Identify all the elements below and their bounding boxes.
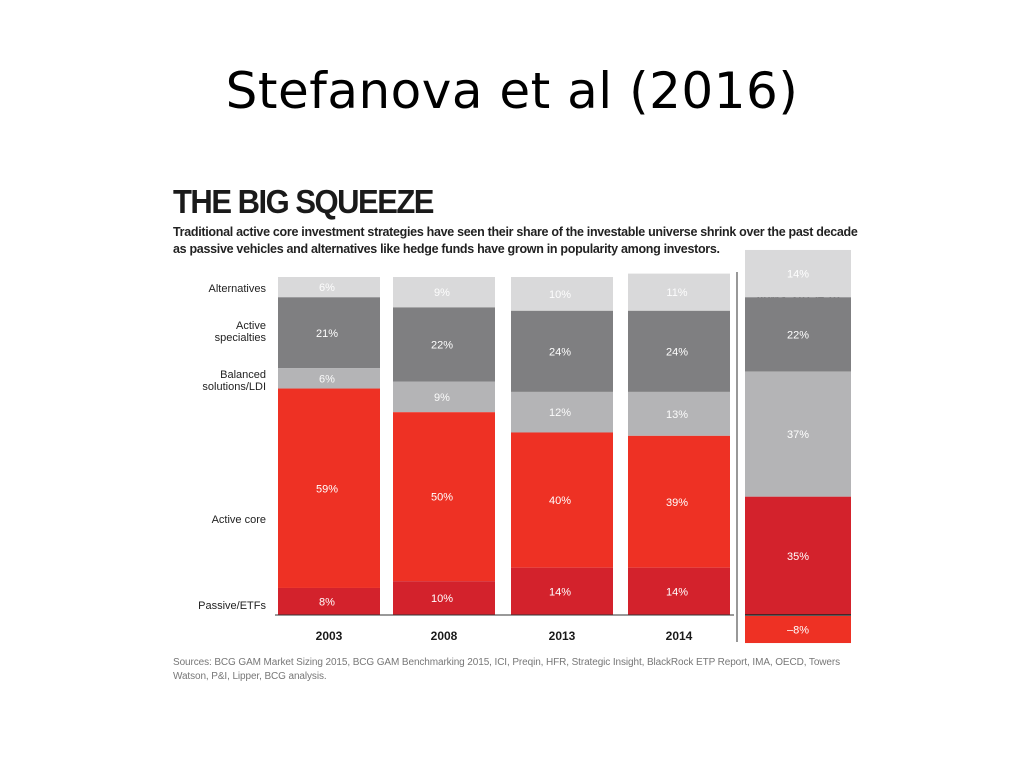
data-label-2013-alternatives: 10% bbox=[548, 288, 572, 301]
data-label-2014-alternatives: 11% bbox=[666, 287, 688, 300]
data-label-2014-active-specialties: 24% bbox=[665, 346, 689, 359]
data-label-2013-passive-etfs: 14% bbox=[548, 586, 572, 599]
data-label-2014-balanced-solutions-ldi: 13% bbox=[665, 408, 689, 421]
row-label-0-line-0: Alternatives bbox=[208, 283, 266, 295]
data-label-2008-balanced-solutions-ldi: 9% bbox=[434, 391, 450, 404]
net-flows-label-0: 14% bbox=[786, 268, 810, 281]
x-tick-label-2014: 2014 bbox=[665, 629, 693, 643]
data-label-2013-balanced-solutions-ldi: 12% bbox=[548, 407, 572, 420]
row-label-3-line-0: Active core bbox=[211, 514, 266, 526]
row-label-2-line-1: solutions/LDI bbox=[202, 381, 266, 393]
data-label-2013-active-specialties: 24% bbox=[548, 346, 572, 359]
row-label-4-line-0: Passive/ETFs bbox=[198, 600, 266, 612]
data-label-2008-active-specialties: 22% bbox=[430, 339, 454, 352]
data-label-2008-alternatives: 9% bbox=[434, 287, 450, 300]
x-tick-label-2003: 2003 bbox=[315, 629, 343, 643]
data-label-2008-passive-etfs: 10% bbox=[430, 593, 454, 606]
slide-title: Stefanova et al (2016) bbox=[225, 62, 799, 120]
data-label-2014-passive-etfs: 14% bbox=[665, 586, 689, 599]
data-label-2014-active-core: 39% bbox=[665, 496, 689, 509]
row-label-1-line-1: specialties bbox=[214, 332, 266, 344]
row-label-2-line-0: Balanced bbox=[220, 369, 266, 381]
net-flows-label-negative: –8% bbox=[786, 624, 810, 637]
net-flows-label-3: 35% bbox=[786, 550, 810, 563]
chart-subtitle: Traditional active core investment strategies have seen their share of the investable universe shrink over the past decade as passive vehicles and alternatives like hedge funds have grown in popularity among investors. bbox=[173, 225, 858, 256]
data-label-2013-active-core: 40% bbox=[548, 495, 572, 508]
net-flows-label-1: 22% bbox=[786, 329, 810, 342]
data-label-2003-balanced-solutions-ldi: 6% bbox=[319, 373, 335, 386]
x-tick-label-2008: 2008 bbox=[430, 629, 458, 643]
chart-sources: Sources: BCG GAM Market Sizing 2015, BCG GAM Benchmarking 2015, ICI, Preqin, HFR, Strategic Insight, BlackRock ETP Report, IMA, OECD, Towers Watson, P&I, Lipper, BCG analysis. bbox=[173, 657, 840, 682]
row-label-1-line-0: Active bbox=[236, 320, 266, 332]
net-flows-label-2: 37% bbox=[786, 429, 810, 442]
data-label-2003-active-specialties: 21% bbox=[315, 327, 339, 340]
data-label-2008-active-core: 50% bbox=[430, 491, 454, 504]
chart-title: THE BIG SQUEEZE bbox=[173, 183, 433, 221]
data-label-2003-passive-etfs: 8% bbox=[319, 596, 335, 609]
x-tick-label-2013: 2013 bbox=[548, 629, 576, 643]
data-label-2003-active-core: 59% bbox=[315, 483, 339, 496]
data-label-2003-alternatives: 6% bbox=[319, 282, 335, 295]
